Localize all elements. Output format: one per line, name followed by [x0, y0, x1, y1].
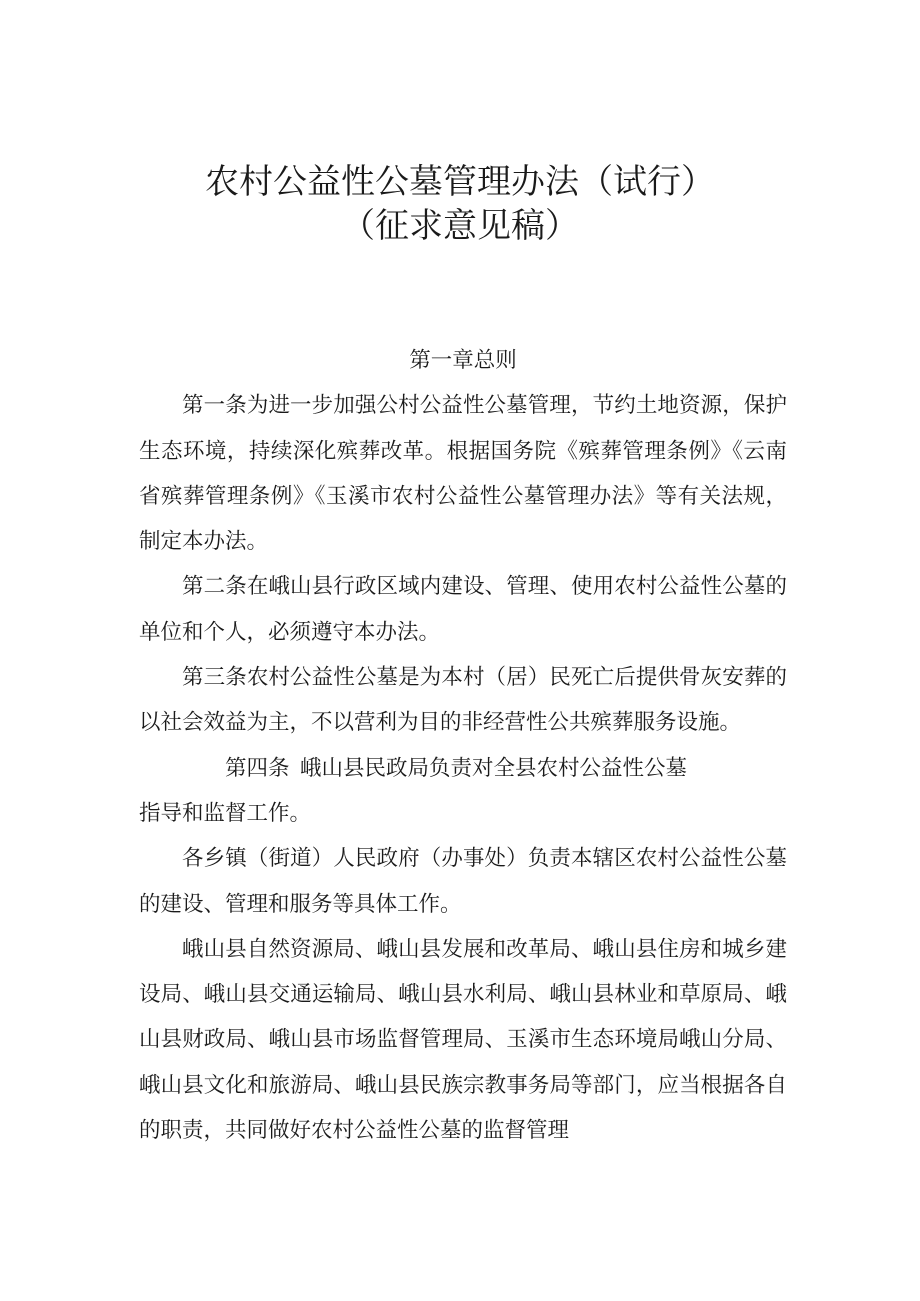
title-line-2: （征求意见稿） [341, 206, 579, 246]
article-4-line-1: 峨山县民政局负责对全县农村公益性公墓 [300, 755, 688, 781]
article-3: 第三条农村公益性公墓是为本村（居）民死亡后提供骨灰安葬的以社会效益为主，不以营利为目的非经营性公共殡葬服务设施。 [139, 665, 787, 736]
article-1: 第一条为进一步加强公村公益性公墓管理，节约土地资源，保护生态环境，持续深化殡葬改革。根据国务院《殡葬管理条例》《云南省殡葬管理条例》《玉溪市农村公益性公墓管理办法》等有关法规，制定本办法。 [139, 393, 787, 555]
article-4-label: 第四条 [225, 755, 290, 781]
article-4 [139, 746, 787, 791]
document-body [139, 338, 787, 1153]
document-title [0, 160, 920, 248]
chapter-heading: 第一章总则 [409, 348, 517, 373]
article-4-continuation: 指导和监督工作。 [139, 800, 312, 826]
title-line-1: 农村公益性公墓管理办法（试行） [205, 162, 715, 202]
article-4-department-duty: 峨山县自然资源局、峨山县发展和改革局、峨山县住房和城乡建设局、峨山县交通运输局、峨山县水利局、峨山县林业和草原局、峨山县财政局、峨山县市场监督管理局、玉溪市生态环境局峨山分局、峨山县文化和旅游局、峨山县民族宗教事务局等部门，应当根据各自的职责，共同做好农村公益性公墓的监督管理 [139, 936, 787, 1144]
article-4-township-duty: 各乡镇（街道）人民政府（办事处）负责本辖区农村公益性公墓的建设、管理和服务等具体工作。 [139, 846, 787, 917]
article-2: 第二条在峨山县行政区域内建设、管理、使用农村公益性公墓的单位和个人，必须遵守本办法。 [139, 574, 787, 645]
